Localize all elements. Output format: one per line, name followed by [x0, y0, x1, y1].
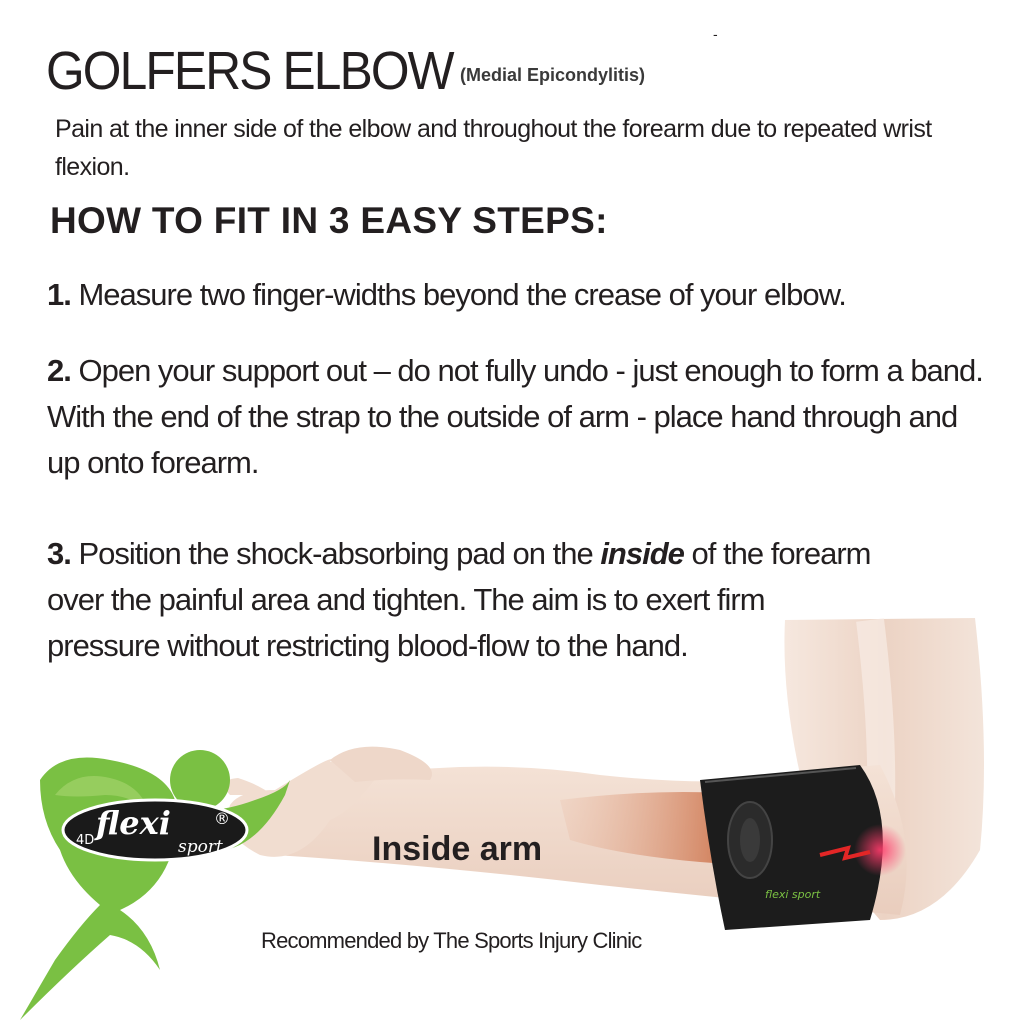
step-3-number: 3.: [47, 536, 71, 571]
step-3: [47, 531, 992, 577]
step-3-emphasis: inside: [600, 536, 684, 571]
arm-illustration: [180, 600, 1024, 930]
step-1-text: Measure two finger-widths beyond the crease of your elbow.: [78, 277, 846, 312]
step-3-text-after: of the forearm: [691, 536, 871, 571]
runner-body-icon: [20, 758, 290, 1021]
step-3-continued: over the painful area and tighten. The aim is to exert firm pressure without restricting blood-flow to the hand.: [47, 582, 765, 663]
flexi-sport-logo: [0, 740, 300, 1024]
recommended-text: Recommended by The Sports Injury Clinic: [261, 928, 642, 953]
logo-line1: flexi: [96, 804, 171, 842]
logo-prefix: 4D: [76, 833, 95, 848]
howto-heading: HOW TO FIT IN 3 EASY STEPS:: [50, 200, 608, 241]
inside-arm-label: Inside arm: [372, 830, 543, 868]
step-2-text: Open your support out – do not fully undo - just enough to form a band. With the end of the strap to the outside of arm - place hand through and up onto forearm.: [47, 353, 983, 480]
logo-line2: sport: [178, 837, 223, 857]
page-title: GOLFERS ELBOW: [46, 41, 453, 101]
strap-logo: flexi sport: [765, 888, 821, 901]
page-subtitle: (Medial Epicondylitis): [460, 65, 646, 85]
step-1: [47, 272, 992, 318]
intro-text: Pain at the inner side of the elbow and throughout the forearm due to repeated wrist flexion.: [55, 115, 932, 181]
step-3-text-before: Position the shock-absorbing pad on the: [78, 536, 593, 571]
corner-mark: -: [713, 26, 718, 42]
logo-registered-mark: ®: [214, 809, 230, 828]
title-row: [46, 40, 646, 102]
step-1-number: 1.: [47, 277, 71, 312]
step-2: [47, 348, 992, 486]
step-2-number: 2.: [47, 353, 71, 388]
